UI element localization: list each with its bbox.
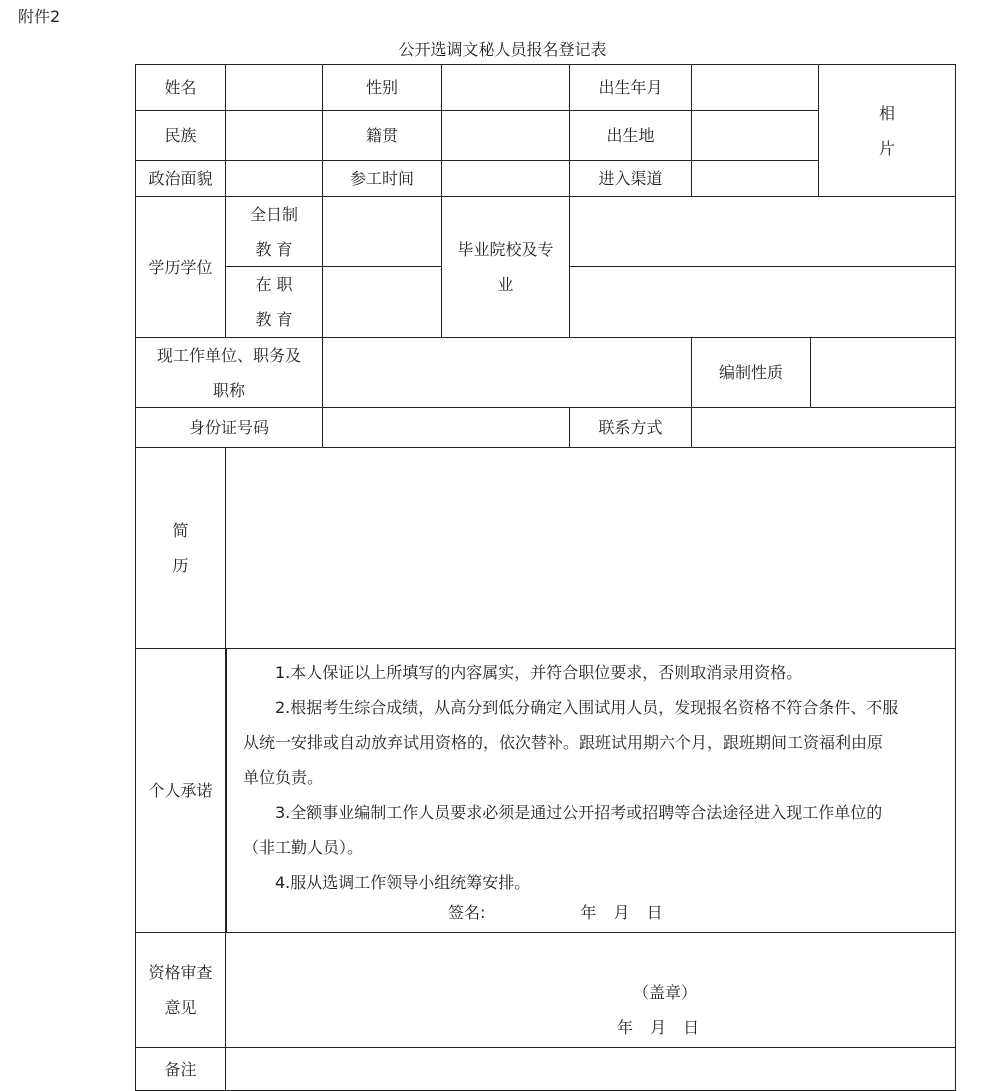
signature-date: 年 月 日 [580, 903, 663, 922]
commitment-item-3: 3.全额事业编制工作人员要求必须是通过公开招考或招聘等合法途径进入现工作单位的 [275, 803, 883, 822]
label-native-place: 籍贯 [322, 110, 442, 161]
resume-field[interactable] [225, 447, 956, 649]
form-title: 公开选调文秘人员报名登记表 [398, 40, 607, 59]
gender-field[interactable] [441, 64, 570, 111]
label-current-unit: 现工作单位、职务及 职称 [135, 337, 323, 408]
inservice-degree-field[interactable] [322, 266, 442, 338]
signature-label: 签名: [448, 903, 486, 922]
native-place-field[interactable] [441, 110, 570, 161]
birthplace-field[interactable] [691, 110, 819, 161]
label-gender: 性别 [322, 64, 442, 111]
label-entry-channel: 进入渠道 [569, 160, 692, 197]
fulltime-school-field[interactable] [569, 196, 956, 267]
remarks-field[interactable] [225, 1047, 956, 1091]
fulltime-degree-field[interactable] [322, 196, 442, 267]
commitment-item-3-cont: （非工勤人员）。 [243, 838, 364, 857]
label-commitment: 个人承诺 [135, 648, 226, 933]
commitment-item-2-cont: 从统一安排或自动放弃试用资格的，依次替补。跟班试用期六个月，跟班期间工资福利由原 [243, 733, 884, 752]
label-name: 姓名 [135, 64, 226, 111]
entry-channel-field[interactable] [691, 160, 819, 197]
label-school-major: 毕业院校及专 业 [441, 196, 570, 338]
review-date: 年 月 日 [617, 1018, 700, 1037]
commitment-text [226, 648, 956, 933]
label-education: 学历学位 [135, 196, 226, 338]
contact-field[interactable] [691, 407, 956, 448]
label-ethnicity: 民族 [135, 110, 226, 161]
commitment-item-2: 2.根据考生综合成绩，从高分到低分确定入围试用人员，发现报名资格不符合条件、不服 [275, 698, 899, 717]
commitment-item-4: 4.服从选调工作领导小组统筹安排。 [275, 873, 531, 892]
review-stamp: （盖章） [633, 983, 698, 1002]
id-number-field[interactable] [322, 407, 570, 448]
commitment-item-2-end: 单位负责。 [243, 768, 324, 787]
label-remarks: 备注 [135, 1047, 226, 1091]
label-political: 政治面貌 [135, 160, 226, 197]
inservice-school-field[interactable] [569, 266, 956, 338]
signature-line[interactable] [448, 900, 663, 923]
birth-field[interactable] [691, 64, 819, 111]
work-start-field[interactable] [441, 160, 570, 197]
label-id-number: 身份证号码 [135, 407, 323, 448]
label-birthplace: 出生地 [569, 110, 692, 161]
label-inservice: 在 职 教 育 [225, 266, 323, 338]
label-review: 资格审查 意见 [135, 932, 226, 1048]
attachment-label: 附件2 [18, 7, 61, 26]
review-field[interactable] [225, 932, 956, 1048]
staffing-field[interactable] [810, 337, 956, 408]
name-field[interactable] [225, 64, 323, 111]
photo-box[interactable]: 相 片 [818, 64, 956, 197]
label-staffing: 编制性质 [691, 337, 811, 408]
current-unit-field[interactable] [322, 337, 692, 408]
commitment-item-1: 1.本人保证以上所填写的内容属实，并符合职位要求，否则取消录用资格。 [275, 663, 803, 682]
label-fulltime: 全日制 教 育 [225, 196, 323, 267]
label-birth: 出生年月 [569, 64, 692, 111]
ethnicity-field[interactable] [225, 110, 323, 161]
label-contact: 联系方式 [569, 407, 692, 448]
label-work-start: 参工时间 [322, 160, 442, 197]
political-field[interactable] [225, 160, 323, 197]
label-resume: 简 历 [135, 447, 226, 649]
